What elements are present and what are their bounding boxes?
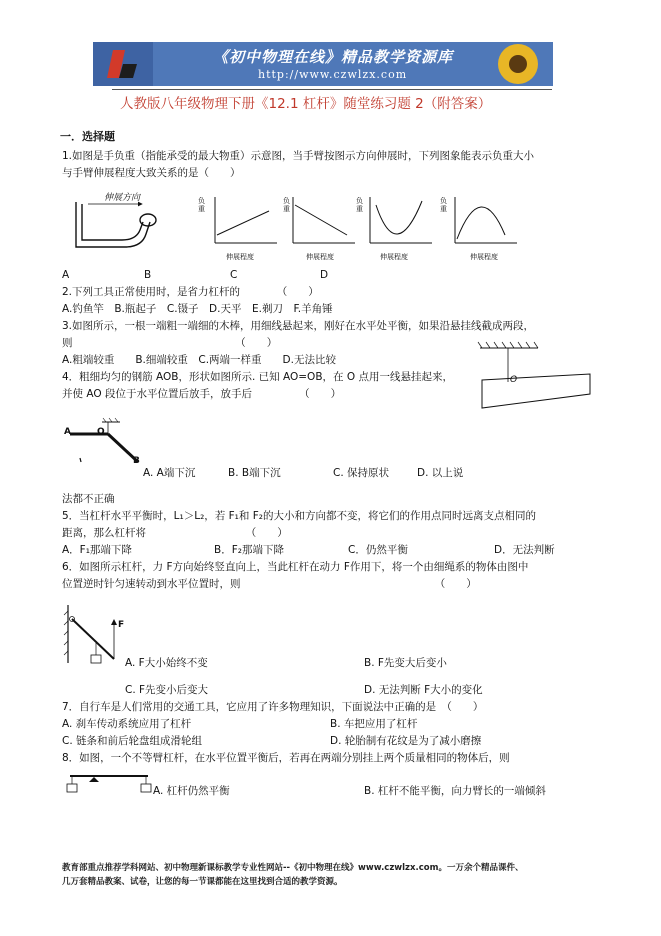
footer-line1: 教育部重点推荐学科网站、初中物理新课标教学专业性网站--《初中物理在线》www.czwlzx.com。一万余个精品课件、 — [62, 863, 524, 873]
q1-stem-line2: 与手臂伸展程度大致关系的是（ ） — [62, 167, 241, 179]
q4-option-a[interactable]: A. A端下沉 — [143, 467, 196, 479]
section-heading: 一．选择题 — [60, 130, 115, 143]
q4-stem-line1: 4．粗细均匀的钢筋 AOB，形状如图所示. 已知 AO=OB，在 O 点用一线悬挂起来， — [62, 371, 453, 383]
q1-graph-d-xlabel: 伸展程度 — [470, 253, 498, 261]
q6-option-d[interactable]: D. 无法判断 F大小的变化 — [364, 684, 483, 696]
q3-stem-line2: 则 （ ） — [62, 337, 278, 349]
footer-line2: 几万套精品教案、试卷，让您的每一节课都能在这里找到合适的教学资源。 — [62, 877, 343, 887]
q1-graph-a-curve — [217, 211, 269, 235]
q1-option-b[interactable]: B — [144, 269, 152, 281]
q7-option-c[interactable]: C. 链条和前后轮盘组成滑轮组 — [62, 735, 203, 747]
q1-graph-d — [445, 195, 525, 255]
q6-fig-label-f: F — [118, 620, 125, 630]
q4-fig-label-b: B — [133, 456, 140, 466]
q4-option-d[interactable]: D. 以上说 — [417, 467, 464, 479]
q1-option-c[interactable]: C — [230, 269, 238, 281]
q1-graph-c-curve — [376, 201, 422, 234]
q5-stem-line1: 5．当杠杆水平平衡时，L₁＞L₂，若 F₁和 F₂的大小和方向都不变，将它们的作用点同时远离支点相同的 — [62, 510, 536, 522]
q1-graph-a — [205, 195, 285, 255]
q8-option-b[interactable]: B. 杠杆不能平衡，向力臂长的一端倾斜 — [364, 785, 546, 797]
q5-option-d[interactable]: D．无法判断 — [494, 544, 555, 556]
q1-graph-c-ylabel: 负重 — [356, 197, 363, 213]
q6-stem-line1: 6．如图所示杠杆，力 F方向始终竖直向上，当此杠杆在动力 F作用下，将一个由细绳系的物体由图中 — [62, 561, 529, 573]
sunflower-image — [483, 42, 553, 86]
q6-option-a[interactable]: A. F大小始终不变 — [125, 657, 208, 669]
q1-graph-b-ylabel: 负重 — [283, 197, 290, 213]
q7-option-d[interactable]: D. 轮胎制有花纹是为了减小磨擦 — [330, 735, 482, 747]
q3-fig-label-o: O — [510, 375, 518, 385]
q3-stick-figure — [478, 340, 598, 410]
q1-graph-b-xlabel: 伸展程度 — [306, 253, 334, 261]
q1-graph-d-ylabel: 负重 — [440, 197, 447, 213]
q1-graph-a-xlabel: 伸展程度 — [226, 253, 254, 261]
q7-option-a[interactable]: A. 刹车传动系统应用了杠杆 — [62, 718, 192, 730]
q1-stem-line1: 1.如图是手负重（指能承受的最大物重）示意图，当手臂按图示方向伸展时，下列图象能表示负重大小 — [62, 150, 535, 162]
q4-stem-line2: 并使 AO 段位于水平位置后放手，放手后 （ ） — [62, 388, 342, 400]
q8-option-a[interactable]: A. 杠杆仍然平衡 — [153, 785, 230, 797]
q4-option-d-cont: 法都不正确 — [62, 493, 115, 505]
q6-option-c[interactable]: C. F先变小后变大 — [125, 684, 209, 696]
q1-graph-b — [283, 195, 363, 255]
q1-option-a[interactable]: A — [62, 269, 70, 281]
title-divider — [112, 89, 552, 90]
q6-option-b[interactable]: B. F先变大后变小 — [364, 657, 447, 669]
banner-logo — [93, 42, 153, 86]
q8-lever-figure — [62, 768, 162, 808]
q4-option-c[interactable]: C. 保持原状 — [333, 467, 390, 479]
q1-graph-b-curve — [295, 205, 347, 235]
q5-option-a[interactable]: A．F₁那端下降 — [62, 544, 132, 556]
q4-fig-label-o: O — [97, 427, 105, 437]
q4-fig-label-a: A — [64, 427, 71, 437]
q1-option-d[interactable]: D — [320, 269, 329, 281]
q1-graph-d-curve — [457, 207, 505, 239]
q5-stem-line2: 距离，那么杠杆将 （ ） — [62, 527, 288, 539]
q1-arm-label: 伸展方向 — [104, 193, 141, 203]
q6-stem-line2: 位置逆时针匀速转动到水平位置时，则 （ ） — [62, 578, 477, 590]
header-banner — [93, 42, 553, 86]
q5-option-c[interactable]: C．仍然平衡 — [348, 544, 408, 556]
q1-graph-c — [360, 195, 440, 255]
q8-stem: 8．如图，一个不等臂杠杆，在水平位置平衡后，若再在两端分别挂上两个质量相同的物体后，则 — [62, 752, 510, 764]
q6-lever-figure — [62, 605, 132, 677]
q3-stem-line1: 3.如图所示，一根一端粗一端细的木棒，用细线悬起来，刚好在水平处平衡，如果沿悬挂线截成两段， — [62, 320, 535, 332]
q4-option-b[interactable]: B. B端下沉 — [228, 467, 281, 479]
q2-stem: 2.下列工具正常使用时，是省力杠杆的 （ ） — [62, 286, 319, 298]
banner-title: 《初中物理在线》精品教学资源库 — [213, 48, 454, 66]
q2-options[interactable]: A.钓鱼竿 B.瓶起子 C.镊子 D.天平 E.剃刀 F.羊角锤 — [62, 303, 333, 315]
q1-graph-c-xlabel: 伸展程度 — [380, 253, 408, 261]
q3-options[interactable]: A.粗端较重 B.细端较重 C.两端一样重 D.无法比较 — [62, 354, 336, 366]
q1-graph-a-ylabel: 负重 — [198, 197, 205, 213]
document-title: 人教版八年级物理下册《12.1 杠杆》随堂练习题 2（附答案） — [120, 96, 492, 112]
q7-option-b[interactable]: B. 车把应用了杠杆 — [330, 718, 418, 730]
q5-option-b[interactable]: B．F₂那端下降 — [214, 544, 284, 556]
q7-stem: 7．自行车是人们常用的交通工具，它应用了许多物理知识，下面说法中正确的是 （ ） — [62, 701, 484, 713]
banner-url[interactable]: http://www.czwlzx.com — [258, 68, 408, 81]
